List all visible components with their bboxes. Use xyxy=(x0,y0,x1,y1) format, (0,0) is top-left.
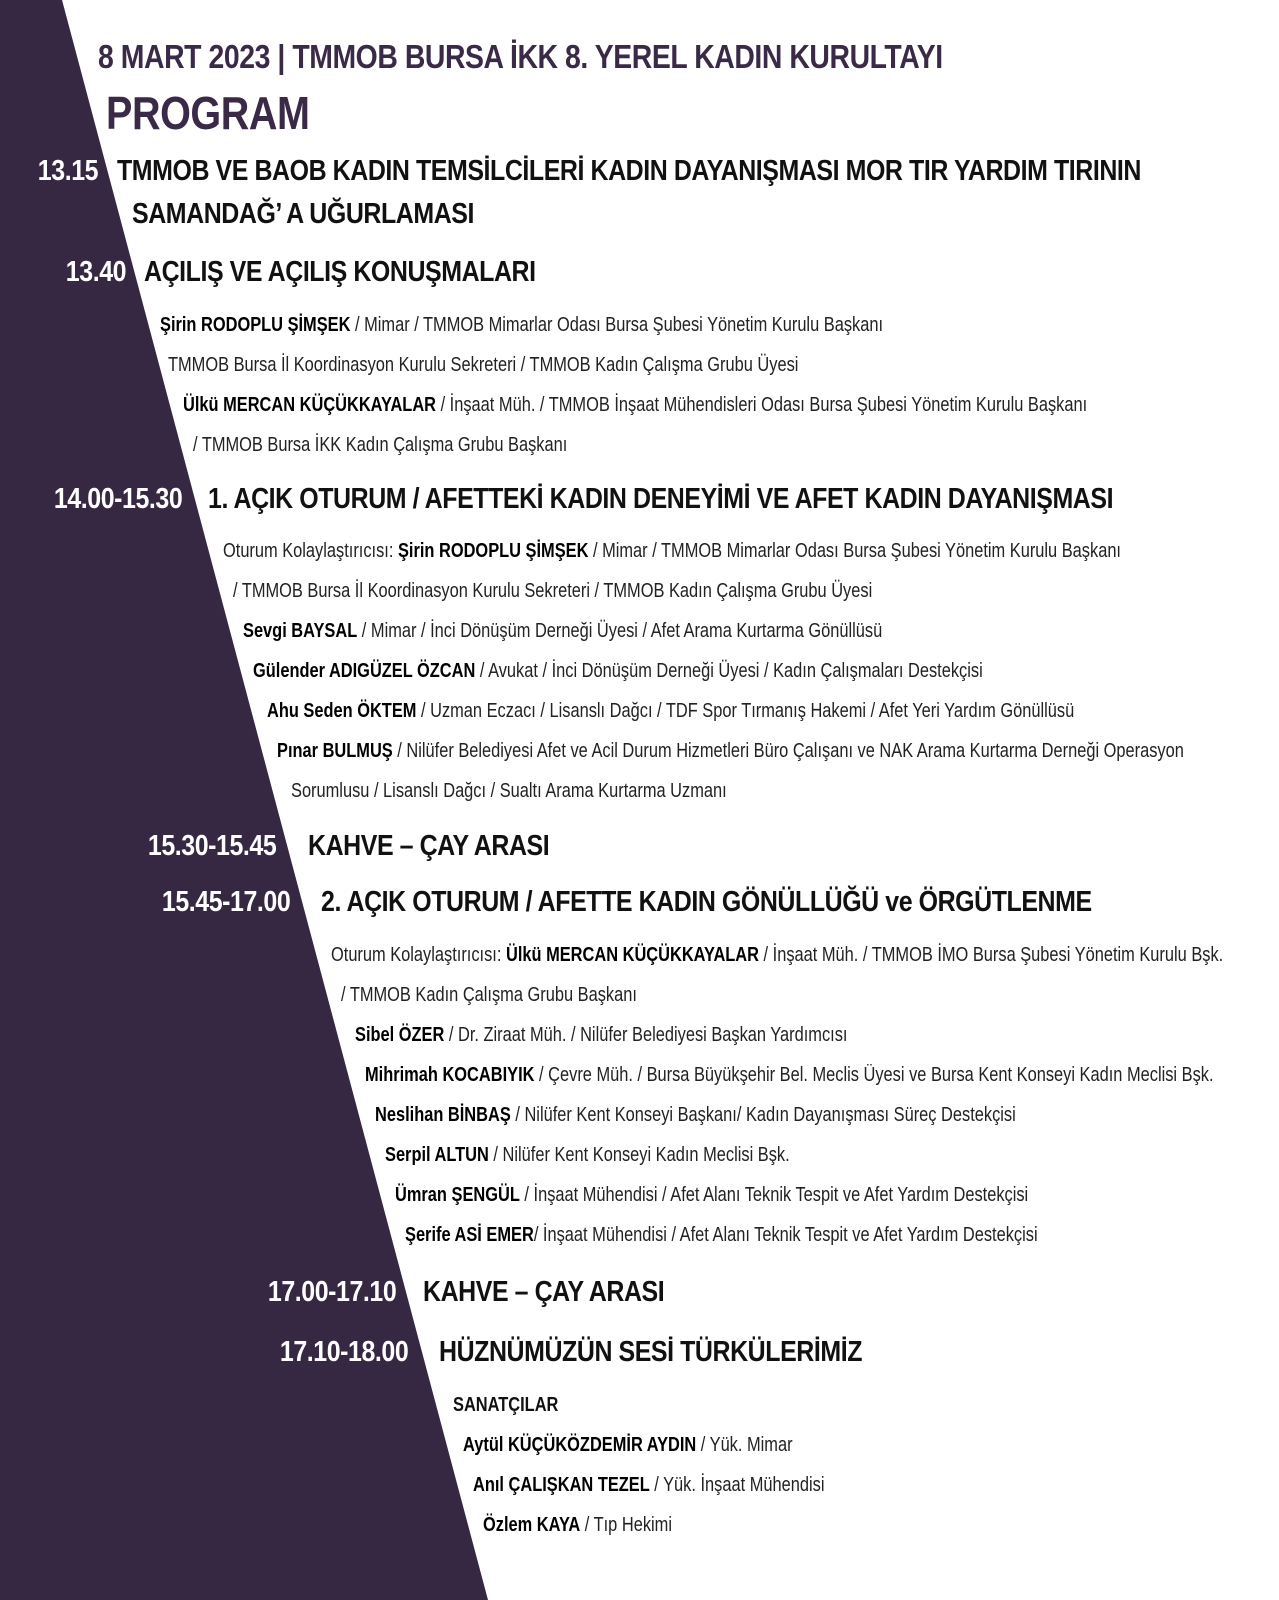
speaker-name: Sibel ÖZER xyxy=(355,1024,445,1046)
speaker-line xyxy=(365,1064,1214,1087)
session-time: 13.40 xyxy=(65,256,126,288)
speaker-name: Anıl ÇALIŞKAN TEZEL xyxy=(473,1474,650,1496)
speaker-role: / Yük. İnşaat Mühendisi xyxy=(649,1474,825,1496)
session-title: 2. AÇIK OTURUM / AFETTE KADIN GÖNÜLLÜĞÜ ve ÖRGÜTLENME xyxy=(321,886,1092,918)
speaker-line xyxy=(168,354,798,377)
speaker-line xyxy=(193,434,567,457)
session-title: HÜZNÜMÜZÜN SESİ TÜRKÜLERİMİZ xyxy=(439,1336,862,1368)
speaker-line xyxy=(395,1184,1028,1207)
speaker-role: / İnşaat Mühendisi / Afet Alanı Teknik Tespit ve Afet Yardım Destekçisi xyxy=(519,1184,1029,1206)
speaker-name: Özlem KAYA xyxy=(483,1514,581,1536)
speaker-name: Neslihan BİNBAŞ xyxy=(375,1104,511,1126)
artists-heading: SANATÇILAR xyxy=(453,1394,559,1416)
speaker-name: Ülkü MERCAN KÜÇÜKKAYALAR xyxy=(505,944,759,966)
speaker-role: / Avukat / İnci Dönüşüm Derneği Üyesi / Kadın Çalışmaları Destekçisi xyxy=(475,660,983,682)
session-title: KAHVE – ÇAY ARASI xyxy=(423,1276,665,1308)
speaker-line xyxy=(253,660,983,683)
speaker-line xyxy=(233,580,872,603)
speaker-role: / TMMOB Bursa İKK Kadın Çalışma Grubu Başkanı xyxy=(193,434,568,456)
speaker-role: / Nilüfer Kent Konseyi Başkanı/ Kadın Dayanışması Süreç Destekçisi xyxy=(510,1104,1016,1126)
speaker-role: / Uzman Eczacı / Lisanslı Dağcı / TDF Spor Tırmanış Hakemi / Afet Yeri Yardım Gönüllüsü xyxy=(416,700,1075,722)
session-time: 15.45-17.00 xyxy=(161,886,290,918)
event-title: 8 MART 2023 | TMMOB BURSA İKK 8. YEREL KADIN KURULTAYI xyxy=(98,38,943,75)
session-title: KAHVE – ÇAY ARASI xyxy=(308,830,550,862)
moderator-label: Oturum Kolaylaştırıcısı: xyxy=(223,540,398,562)
speaker-role: / İnşaat Müh. / TMMOB İMO Bursa Şubesi Yönetim Kurulu Bşk. xyxy=(758,944,1224,966)
speaker-role: Sorumlusu / Lisanslı Dağcı / Sualtı Arama Kurtarma Uzmanı xyxy=(291,780,727,802)
session-title: AÇILIŞ VE AÇILIŞ KONUŞMALARI xyxy=(144,256,536,288)
speaker-role: / İnşaat Müh. / TMMOB İnşaat Mühendisleri Odası Bursa Şubesi Yönetim Kurulu Başkanı xyxy=(436,394,1088,416)
speaker-role: / TMMOB Kadın Çalışma Grubu Başkanı xyxy=(341,984,637,1006)
speaker-line xyxy=(223,540,1121,563)
speaker-line xyxy=(355,1024,847,1047)
speaker-line xyxy=(385,1144,790,1167)
session-time: 17.00-17.10 xyxy=(267,1276,396,1308)
speaker-role: / Mimar / TMMOB Mimarlar Odası Bursa Şubesi Yönetim Kurulu Başkanı xyxy=(588,540,1122,562)
speaker-role: / Dr. Ziraat Müh. / Nilüfer Belediyesi Başkan Yardımcısı xyxy=(444,1024,848,1046)
speaker-role: / Nilüfer Belediyesi Afet ve Acil Durum Hizmetleri Büro Çalışanı ve NAK Arama Kurtarma Derneği Operasyon xyxy=(392,740,1184,762)
speaker-line xyxy=(277,740,1184,763)
session-time: 14.00-15.30 xyxy=(53,483,182,515)
speaker-line xyxy=(483,1514,672,1537)
speaker-line xyxy=(375,1104,1016,1127)
speaker-role: / Yük. Mimar xyxy=(696,1434,793,1456)
speaker-role: / TMMOB Bursa İl Koordinasyon Kurulu Sekreteri / TMMOB Kadın Çalışma Grubu Üyesi xyxy=(233,580,873,602)
speaker-line xyxy=(291,780,727,803)
session-title-continued: SAMANDAĞ’ A UĞURLAMASI xyxy=(132,198,475,230)
speaker-name: Ülkü MERCAN KÜÇÜKKAYALAR xyxy=(183,394,437,416)
program-heading: PROGRAM xyxy=(106,87,310,139)
speaker-name: Ahu Seden ÖKTEM xyxy=(267,700,417,722)
speaker-name: Şirin RODOPLU ŞİMŞEK xyxy=(160,314,351,336)
speaker-name: Sevgi BAYSAL xyxy=(243,620,358,642)
session-time: 13.15 xyxy=(37,155,98,187)
speaker-name: Şerife ASİ EMER xyxy=(405,1224,534,1246)
session-title: TMMOB VE BAOB KADIN TEMSİLCİLERİ KADIN DAYANIŞMASI MOR TIR YARDIM TIRININ xyxy=(117,155,1142,187)
speaker-line xyxy=(183,394,1087,417)
speaker-line xyxy=(160,314,883,337)
session-title: 1. AÇIK OTURUM / AFETTEKİ KADIN DENEYİMİ VE AFET KADIN DAYANIŞMASI xyxy=(208,483,1114,515)
speaker-name: Ümran ŞENGÜL xyxy=(395,1184,520,1206)
speaker-line xyxy=(331,944,1223,967)
speaker-line xyxy=(463,1434,793,1457)
speaker-role: / İnşaat Mühendisi / Afet Alanı Teknik Tespit ve Afet Yardım Destekçisi xyxy=(533,1224,1038,1246)
speaker-name: Serpil ALTUN xyxy=(385,1144,489,1166)
speaker-role: / Tıp Hekimi xyxy=(580,1514,672,1536)
speaker-line xyxy=(267,700,1074,723)
moderator-label: Oturum Kolaylaştırıcısı: xyxy=(331,944,506,966)
speaker-role: / Mimar / TMMOB Mimarlar Odası Bursa Şubesi Yönetim Kurulu Başkanı xyxy=(350,314,884,336)
speaker-role: / Nilüfer Kent Konseyi Kadın Meclisi Bşk. xyxy=(488,1144,790,1166)
speaker-name: Aytül KÜÇÜKÖZDEMİR AYDIN xyxy=(463,1434,697,1456)
speaker-name: Pınar BULMUŞ xyxy=(277,740,393,762)
speaker-line xyxy=(243,620,882,643)
speaker-name: Mihrimah KOCABIYIK xyxy=(365,1064,535,1086)
speaker-line xyxy=(405,1224,1038,1247)
speaker-role: TMMOB Bursa İl Koordinasyon Kurulu Sekreteri / TMMOB Kadın Çalışma Grubu Üyesi xyxy=(168,354,799,376)
speaker-line xyxy=(473,1474,824,1497)
speaker-name: Şirin RODOPLU ŞİMŞEK xyxy=(397,540,589,562)
speaker-role: / Mimar / İnci Dönüşüm Derneği Üyesi / Afet Arama Kurtarma Gönüllüsü xyxy=(357,620,883,642)
speaker-name: Gülender ADIGÜZEL ÖZCAN xyxy=(253,660,476,682)
session-time: 15.30-15.45 xyxy=(147,830,276,862)
speaker-line xyxy=(341,984,637,1007)
session-time: 17.10-18.00 xyxy=(279,1336,408,1368)
speaker-role: / Çevre Müh. / Bursa Büyükşehir Bel. Meclis Üyesi ve Bursa Kent Konseyi Kadın Meclisi Bşk. xyxy=(534,1064,1214,1086)
